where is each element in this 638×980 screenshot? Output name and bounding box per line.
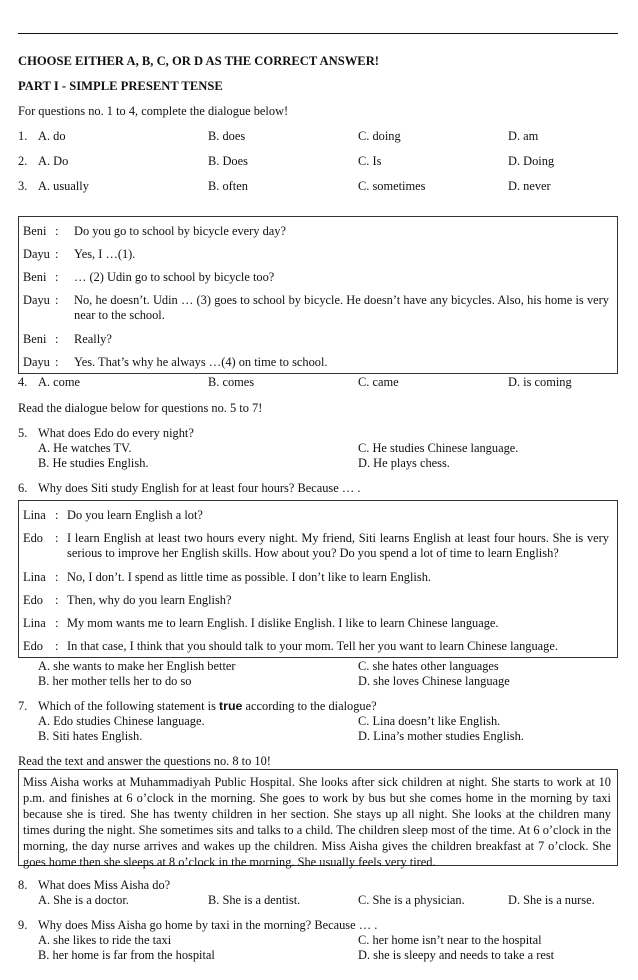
option-b[interactable]: B. does bbox=[208, 129, 246, 143]
part1-title: PART I - SIMPLE PRESENT TENSE bbox=[18, 79, 223, 93]
dialogue-2-box: Lina : Do you learn English a lot? Edo : I learn English at least two hours every night. My friend, Siti learns English at least four hours. She is very serious to improve her English skills. How about you? Do you spend a lot of time to learn English? Lina : No, I don’t. I spend as little time as possible. I don’t like to learn English. Edo : Then, why do you learn English? Lina : My mom wants me to learn English. I dislike English. I like to learn Chinese language. Edo : In that case, I think that you should talk to your mom. Tell her you want to learn Chinese language. bbox=[18, 500, 618, 658]
option-c[interactable]: C. He studies Chinese language. bbox=[358, 441, 519, 455]
question-number: 3. bbox=[18, 179, 28, 193]
option-d[interactable]: D. She is a nurse. bbox=[508, 893, 595, 907]
speaker: Edo bbox=[23, 593, 43, 607]
option-a[interactable]: A. she wants to make her English better bbox=[38, 659, 236, 673]
line-text: In that case, I think that you should talk to your mom. Tell her you want to learn Chinese language. bbox=[67, 639, 558, 653]
option-c[interactable]: C. came bbox=[358, 375, 399, 389]
option-a[interactable]: A. She is a doctor. bbox=[38, 893, 129, 907]
speaker: Dayu bbox=[23, 355, 50, 369]
question-number: 7. bbox=[18, 699, 28, 713]
option-b[interactable]: B. Siti hates English. bbox=[38, 729, 143, 743]
intro-questions-5-7: Read the dialogue below for questions no. 5 to 7! bbox=[18, 401, 263, 415]
speaker: Beni bbox=[23, 224, 47, 238]
question-6-options-row1 bbox=[18, 659, 618, 675]
option-a[interactable]: A. she likes to ride the taxi bbox=[38, 933, 172, 947]
question-6-options-row2 bbox=[18, 674, 618, 690]
question-number: 9. bbox=[18, 918, 28, 932]
emphasis-true: true bbox=[219, 699, 243, 713]
question-9 bbox=[18, 918, 618, 934]
speaker: Lina bbox=[23, 570, 46, 584]
speaker: Beni bbox=[23, 332, 47, 346]
question-text: Which of the following statement is true according to the dialogue? bbox=[38, 699, 377, 713]
option-c[interactable]: C. doing bbox=[358, 129, 401, 143]
question-3 bbox=[18, 179, 618, 195]
option-b[interactable]: B. Does bbox=[208, 154, 248, 168]
option-b[interactable]: B. comes bbox=[208, 375, 255, 389]
question-5 bbox=[18, 426, 618, 442]
reading-passage-box bbox=[18, 769, 618, 869]
question-7-options-row2 bbox=[18, 729, 618, 745]
question-number: 6. bbox=[18, 481, 28, 495]
option-c[interactable]: C. she hates other languages bbox=[358, 659, 499, 673]
option-a[interactable]: A. Edo studies Chinese language. bbox=[38, 714, 205, 728]
question-9-options-row2 bbox=[18, 948, 618, 964]
question-text: Why does Miss Aisha go home by taxi in the morning? Because … . bbox=[38, 918, 378, 932]
line-text: No, he doesn’t. Udin … (3) goes to school by bicycle. He doesn’t have any bicycles. Also, his home is very near to the school. bbox=[74, 293, 609, 322]
option-d[interactable]: D. she is sleepy and needs to take a rest bbox=[358, 948, 555, 962]
line-text: No, I don’t. I spend as little time as possible. I don’t like to learn English. bbox=[67, 570, 431, 584]
question-6 bbox=[18, 481, 618, 497]
question-number: 1. bbox=[18, 129, 28, 143]
question-number: 8. bbox=[18, 878, 28, 892]
option-b[interactable]: B. her home is far from the hospital bbox=[38, 948, 215, 962]
line-text: I learn English at least two hours every night. My friend, Siti learns English at least four hours. She is very serious to improve her English skills. How about you? Do you spend a lot of time to learn English? bbox=[67, 531, 609, 560]
speaker: Lina bbox=[23, 508, 46, 522]
option-c[interactable]: C. Is bbox=[358, 154, 382, 168]
option-d[interactable]: D. is coming bbox=[508, 375, 572, 389]
speaker: Edo bbox=[23, 639, 43, 653]
option-c[interactable]: C. her home isn’t near to the hospital bbox=[358, 933, 542, 947]
line-text: Yes, I …(1). bbox=[74, 247, 136, 261]
speaker: Lina bbox=[23, 616, 46, 630]
question-1 bbox=[18, 129, 618, 145]
line-text: Do you go to school by bicycle every day? bbox=[74, 224, 286, 238]
line-text: Really? bbox=[74, 332, 112, 346]
question-text: Why does Siti study English for at least four hours? Because … . bbox=[38, 481, 361, 495]
option-d[interactable]: D. Lina’s mother studies English. bbox=[358, 729, 524, 743]
question-number: 5. bbox=[18, 426, 28, 440]
option-a[interactable]: A. He watches TV. bbox=[38, 441, 132, 455]
option-a[interactable]: A. do bbox=[38, 129, 66, 143]
question-2 bbox=[18, 154, 618, 170]
option-d[interactable]: D. she loves Chinese language bbox=[358, 674, 510, 688]
question-number: 4. bbox=[18, 375, 28, 389]
question-text: What does Miss Aisha do? bbox=[38, 878, 171, 892]
option-c[interactable]: C. She is a physician. bbox=[358, 893, 465, 907]
line-text: My mom wants me to learn English. I dislike English. I like to learn Chinese language. bbox=[67, 616, 499, 630]
option-b[interactable]: B. She is a dentist. bbox=[208, 893, 301, 907]
speaker: Dayu bbox=[23, 293, 50, 307]
option-d[interactable]: D. never bbox=[508, 179, 551, 193]
instruction-heading: CHOOSE EITHER A, B, C, OR D AS THE CORRECT ANSWER! bbox=[18, 54, 379, 68]
intro-questions-8-10: Read the text and answer the questions no. 8 to 10! bbox=[18, 754, 271, 768]
question-8 bbox=[18, 878, 618, 894]
option-c[interactable]: C. Lina doesn’t like English. bbox=[358, 714, 501, 728]
option-c[interactable]: C. sometimes bbox=[358, 179, 426, 193]
dialogue-1-box: Beni : Do you go to school by bicycle every day? Dayu : Yes, I …(1). Beni : … (2) Udin go to school by bicycle too? Dayu : No, he doesn’t. Udin … (3) goes to school by bicycle. He doesn’t have any bicycles. Also, his home is very near to the school. Beni : Really? Dayu : Yes. That’s why he always …(4) on time to school. bbox=[18, 216, 618, 374]
speaker: Dayu bbox=[23, 247, 50, 261]
top-rule bbox=[18, 33, 618, 34]
option-a[interactable]: A. Do bbox=[38, 154, 69, 168]
question-5-options-row2 bbox=[18, 456, 618, 472]
intro-questions-1-4: For questions no. 1 to 4, complete the dialogue below! bbox=[18, 104, 289, 118]
speaker: Beni bbox=[23, 270, 47, 284]
line-text: Do you learn English a lot? bbox=[67, 508, 203, 522]
question-4 bbox=[18, 375, 618, 391]
question-7-options-row1 bbox=[18, 714, 618, 730]
speaker: Edo bbox=[23, 531, 43, 545]
question-9-options-row1 bbox=[18, 933, 618, 949]
question-7 bbox=[18, 699, 618, 715]
option-b[interactable]: B. often bbox=[208, 179, 248, 193]
option-d[interactable]: D. He plays chess. bbox=[358, 456, 450, 470]
question-number: 2. bbox=[18, 154, 28, 168]
line-text: … (2) Udin go to school by bicycle too? bbox=[74, 270, 275, 284]
option-a[interactable]: A. usually bbox=[38, 179, 89, 193]
option-b[interactable]: B. He studies English. bbox=[38, 456, 149, 470]
question-5-options-row1 bbox=[18, 441, 618, 457]
option-d[interactable]: D. Doing bbox=[508, 154, 555, 168]
option-b[interactable]: B. her mother tells her to do so bbox=[38, 674, 192, 688]
question-text: What does Edo do every night? bbox=[38, 426, 194, 440]
option-a[interactable]: A. come bbox=[38, 375, 80, 389]
question-8-options bbox=[18, 893, 618, 909]
line-text: Then, why do you learn English? bbox=[67, 593, 232, 607]
option-d[interactable]: D. am bbox=[508, 129, 539, 143]
reading-passage: Miss Aisha works at Muhammadiyah Public Hospital. She looks after sick children at night. She starts to work at 10 p.m. and finishes at 6 o’clock in the morning. She goes to work by bus but she comes home in the morning by taxi because she is tired. She has twenty children in her section. She stays up all night. She looks at the children many times during the night. She sometimes sits and talks to a child. The children sleep most of the time. At 6 o’clock in the morning, the day nurse arrives and wakes up the children. Miss Aisha gives the children breakfast at 7 o’clock. She goes home then she sleeps at 8 o’clock in the morning. She usually feels very tired. bbox=[23, 775, 611, 869]
line-text: Yes. That’s why he always …(4) on time to school. bbox=[74, 355, 328, 369]
